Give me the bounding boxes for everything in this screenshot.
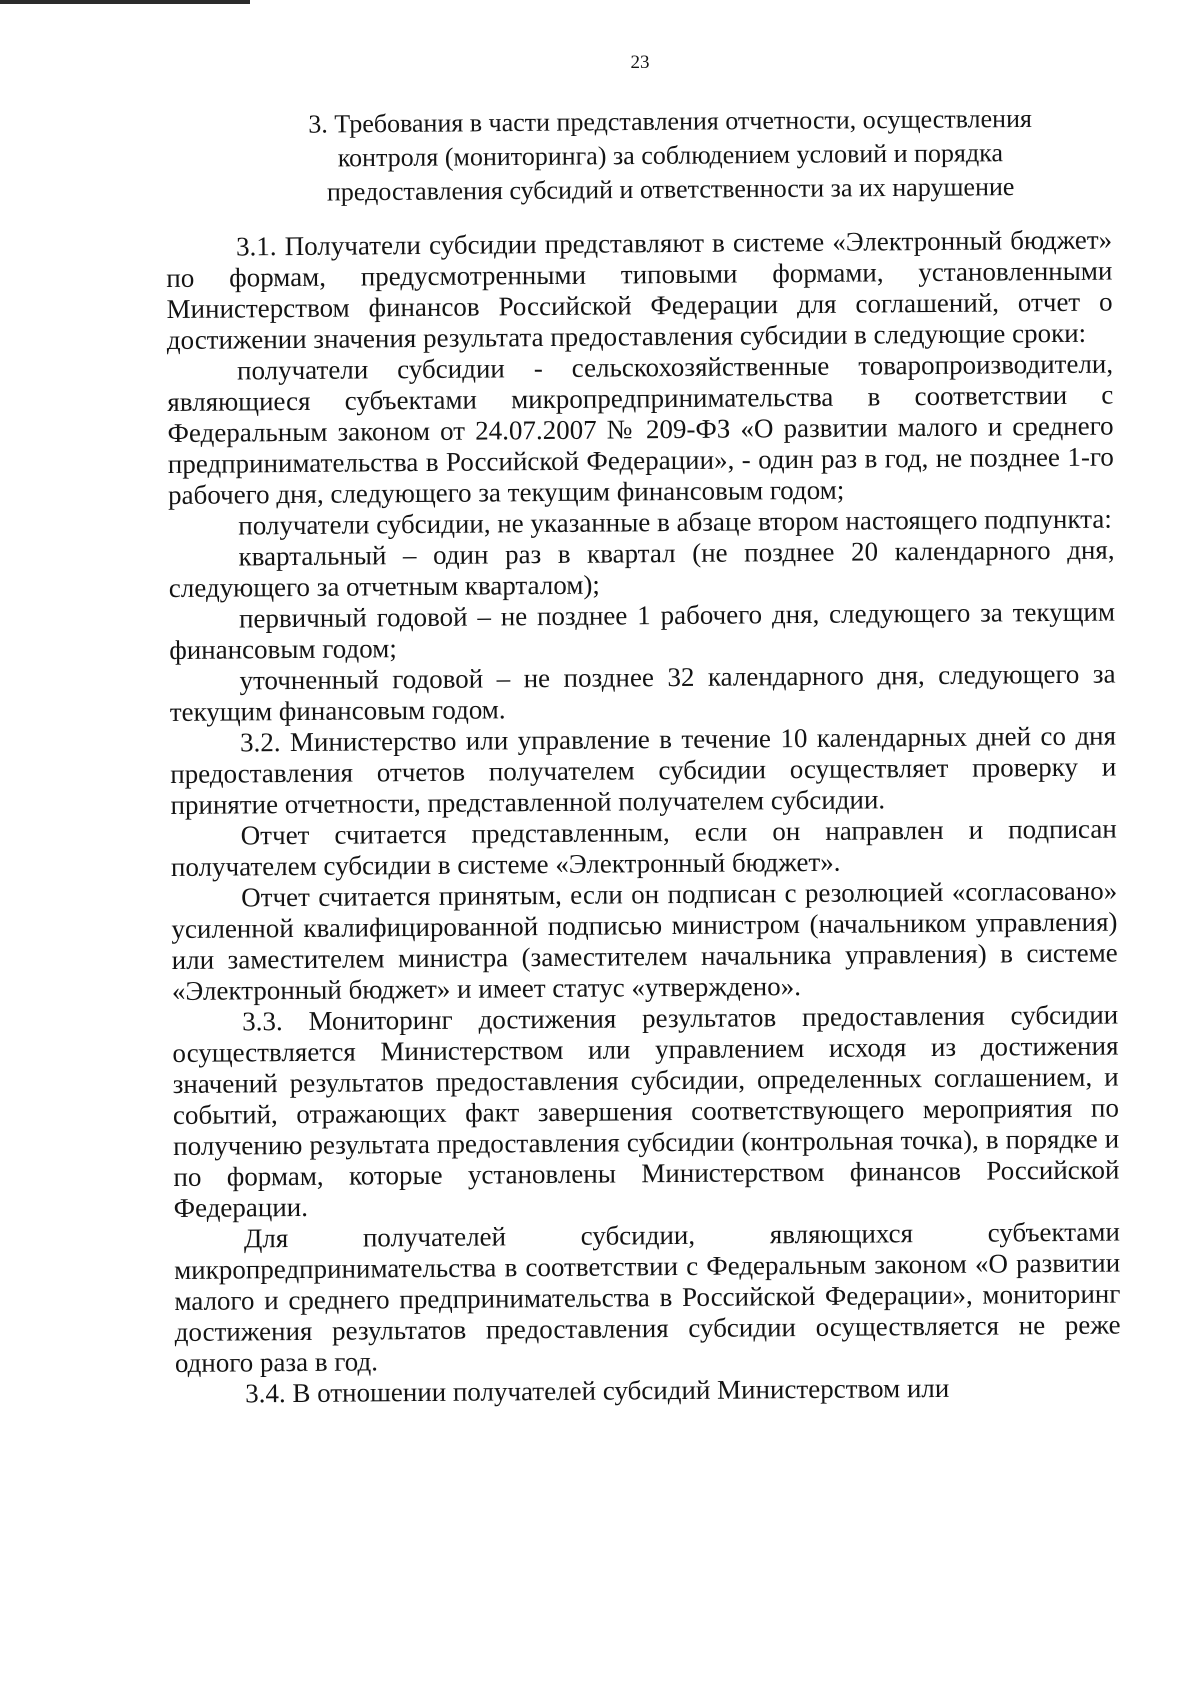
paragraph-report-submitted: Отчет считается представленным, если он направлен и подписан получателем субсидии в системе «Электронный бюджет». — [170, 813, 1117, 882]
paragraph-other-recipients: получатели субсидии, не указанные в абзаце втором настоящего подпункта: — [238, 503, 1112, 541]
paragraph-primary-annual: первичный годовой – не позднее 1 рабочего дня, следующего за текущим финансовым годом; — [169, 596, 1116, 665]
paragraph-quarterly: квартальный – один раз в квартал (не позднее 20 календарного дня, следующего за отчетным кварталом); — [168, 534, 1115, 603]
paragraph-micro-enterprises: получатели субсидии - сельскохозяйственные товаропроизводители, являющиеся субъектами микропредпринимательства в соответствии с Федеральным законом от 24.07.2007 № 209-ФЗ «О развитии малого и среднего предпринимательства в Российской Федерации», - один раз в год, не позднее 1-го рабочего дня, следующего за текущим финансовым годом; — [167, 348, 1114, 510]
paragraph-report-accepted: Отчет считается принятым, если он подписан с резолюцией «согласовано» усиленной квалифицированной подписью министром (начальником управления) или заместителем министра (заместителем начальника управления) в системе «Электронный бюджет» и имеет статус «утверждено». — [171, 875, 1118, 1006]
document-body — [166, 225, 1121, 1410]
paragraph-3-1: 3.1. Получатели субсидии представляют в системе «Электронный бюджет» по формам, предусмотренными типовыми формами, установленными Министерством финансов Российской Федерации для соглашений, отчет о достижении значения результата предоставления субсидии в следующие сроки: — [166, 224, 1113, 355]
section-title-line: контроля (мониторинга) за соблюдением условий и порядка — [337, 138, 1004, 173]
paragraph-monitoring-frequency: Для получателей субсидии, являющихся субъектами микропредпринимательства в соответствии с Федеральным законом «О развитии малого и среднего предпринимательства в Российской Федерации», мониторинг достижения результатов предоставления субсидии осуществляется не реже одного раза в год. — [174, 1216, 1121, 1378]
section-title-line: 3. Требования в части представления отчетности, осуществления — [308, 103, 1032, 139]
paragraph-3-2: 3.2. Министерство или управление в течение 10 календарных дней со дня предоставления отчетов получателем субсидии осуществляет проверку и принятие отчетности, представленной получателем субсидии. — [170, 720, 1117, 820]
page-number: 23 — [630, 52, 650, 73]
section-title-line: предоставления субсидий и ответственности за их нарушение — [326, 172, 1015, 207]
scan-edge-mark — [0, 0, 250, 4]
section-title — [255, 101, 1086, 210]
paragraph-3-4: 3.4. В отношении получателей субсидий Министерством или — [245, 1372, 950, 1409]
paragraph-3-3: 3.3. Мониторинг достижения результатов предоставления субсидии осуществляется Министерством или управлением исходя из достижения значений результатов предоставления субсидии, определенных соглашением, и событий, отражающих факт завершения соответствующего мероприятия по получению результата предоставления субсидии (контрольная точка), в порядке и по формам, которые установлены Министерством финансов Российской Федерации. — [172, 999, 1120, 1223]
paragraph-refined-annual: уточненный годовой – не позднее 32 календарного дня, следующего за текущим финансовым годом. — [169, 658, 1116, 727]
